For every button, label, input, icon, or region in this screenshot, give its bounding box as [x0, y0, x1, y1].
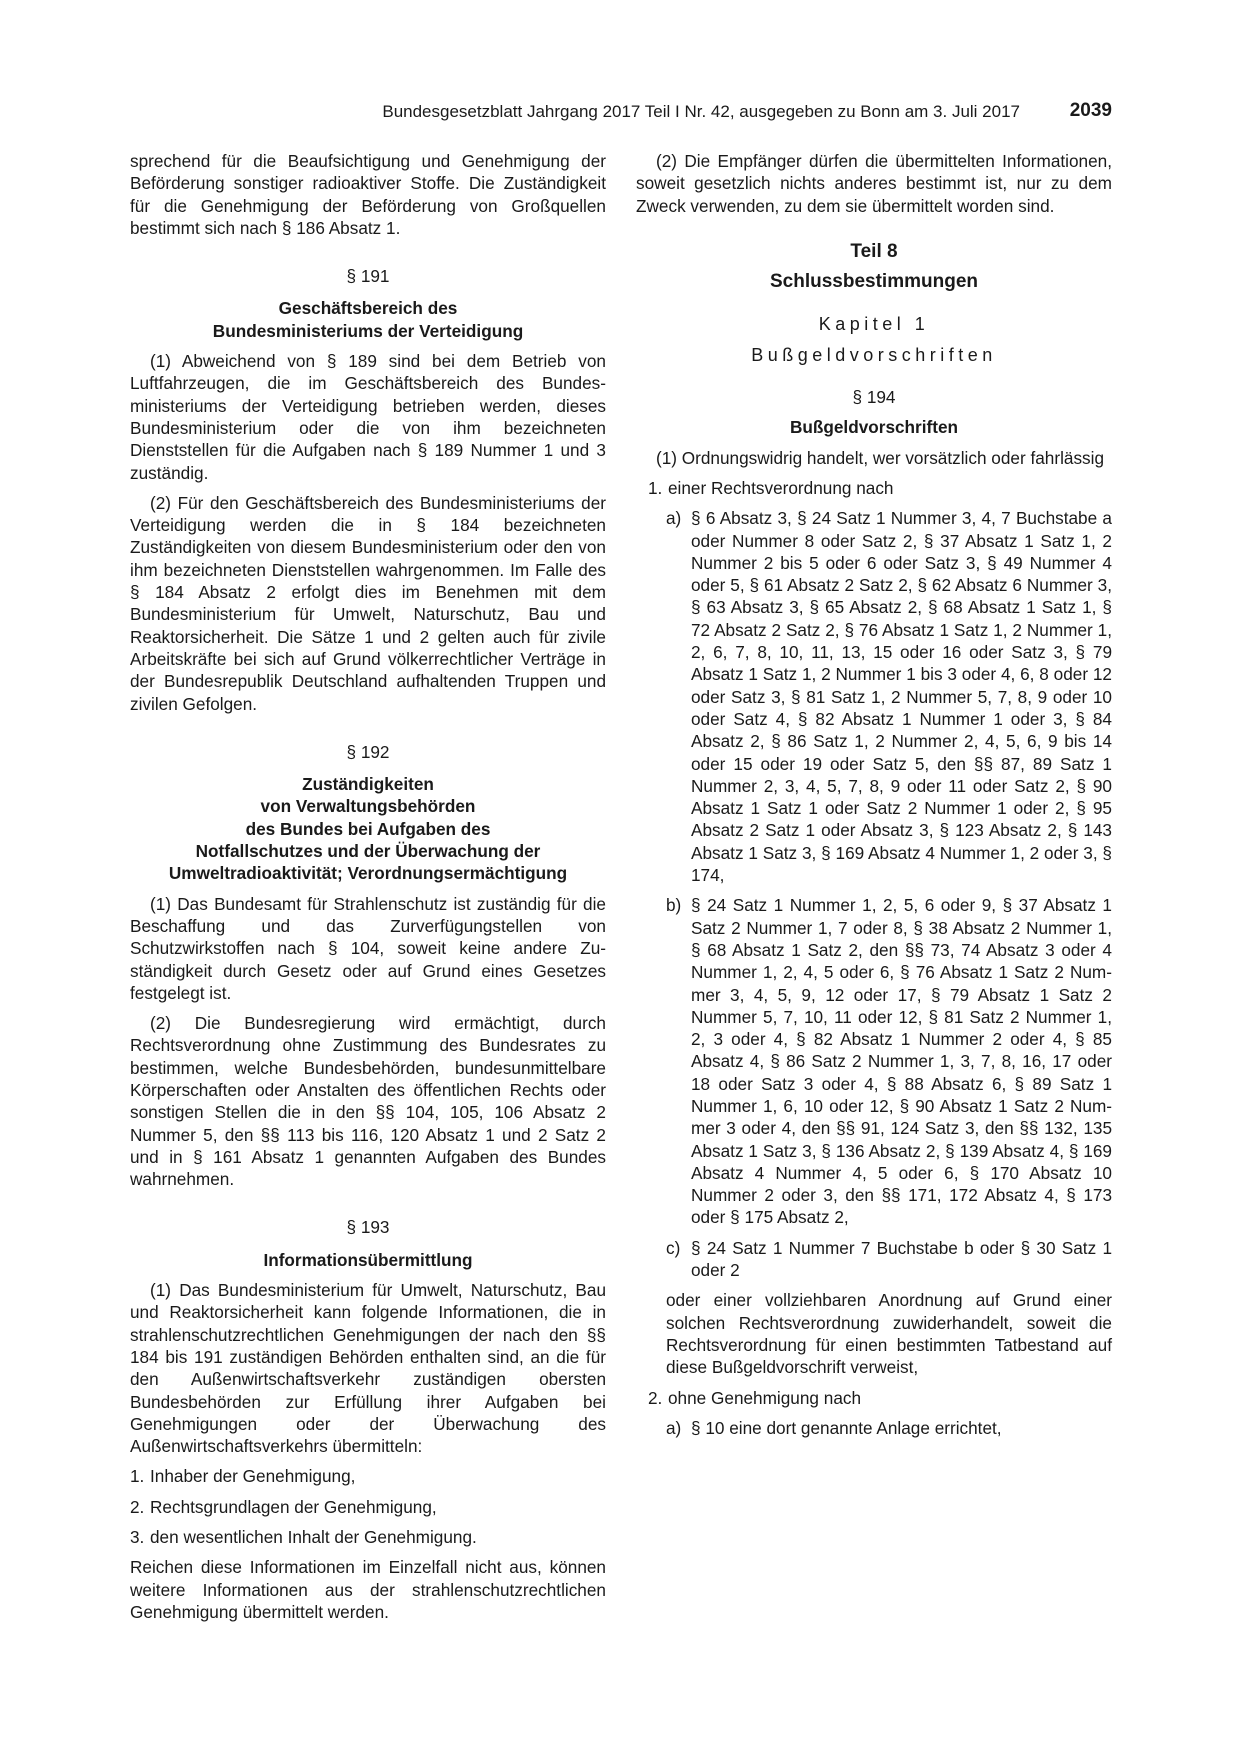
- part-heading: Teil 8: [850, 240, 898, 262]
- list-item-text: § 24 Satz 1 Nummer 7 Buchstabe b oder § 30 Satz 1 oder 2: [691, 1237, 1112, 1281]
- list-item-letter: b): [666, 895, 682, 916]
- section-191-paragraph-1: (1) Abweichend von § 189 sind bei dem Betrieb von Luftfahrzeugen, die im Geschäftsbereich des Bundesministeriums der Verteidigung betrieben werden, dieses Bundesministerium oder die von ihm bezeichneten Dienststellen für die Aufgaben nach § 189 Nummer 1 und 3 zuständig.: [130, 351, 606, 483]
- section-193-number: § 193: [346, 1217, 390, 1238]
- list-item-number: 2.: [648, 1387, 663, 1408]
- list-item-number: 1.: [130, 1466, 145, 1487]
- page-header: [130, 100, 1112, 126]
- list-item-text: ohne Genehmigung nach: [668, 1387, 862, 1408]
- list-item-letter: a): [666, 508, 682, 529]
- section-192-title-line-2: von Verwaltungsbehörden: [260, 796, 476, 817]
- section-193-closing-paragraph: Reichen diese Informationen im Einzelfall nicht aus, können weitere Informationen aus der strahlenschutzrechtlichen Genehmigung übermittelt werden.: [130, 1557, 606, 1622]
- page-number: 2039: [1069, 100, 1112, 121]
- list-item-text: den wesentlichen Inhalt der Genehmigung.: [150, 1527, 477, 1548]
- list-item-text: § 24 Satz 1 Nummer 1, 2, 5, 6 oder 9, § 37 Absatz 1 Satz 2 Nummer 1, 7 oder 8, § 38 Absatz 2 Nummer 1, § 68 Absatz 1 Satz 2, den §§ 73, 74 Absatz 3 oder 4 Nummer 1, 2, 4, 5 oder 6, § 76 Absatz 1 Satz 2 Nummer 3, 4, 5, 9, 12 oder 17, § 79 Absatz 1 Satz 2 Nummer 5, 7, 10, 11 oder 12, § 81 Satz 2 Nummer 1, 2, 3 oder 4, § 82 Absatz 1 Nummer 2 oder 4, § 85 Absatz 4, § 86 Satz 2 Nummer 1, 3, 7, 8, 16, 17 oder 18 oder Satz 3 oder 4, § 88 Absatz 6, § 89 Satz 1 Nummer 1, 6, 10 oder 12, § 90 Absatz 1 Satz 2 Nummer 3 oder 4, den §§ 91, 124 Satz 3, den §§ 132, 135 Absatz 1 Satz 3, § 136 Absatz 2, § 139 Absatz 4, § 169 Absatz 4 Nummer 4, 5 oder 6, § 170 Absatz 10 Nummer 2 oder 3, den §§ 171, 172 Absatz 4, § 173 oder § 175 Absatz 2,: [691, 895, 1112, 1228]
- list-item-letter: a): [666, 1417, 682, 1438]
- chapter-heading: Kapitel 1: [818, 314, 930, 335]
- section-194-paragraph-1: (1) Ordnungswidrig handelt, wer vorsätzlich oder fahrlässig: [656, 447, 1105, 468]
- list-item: [636, 894, 1112, 1228]
- list-item: [636, 507, 1112, 886]
- section-193-paragraph-1: (1) Das Bundesministerium für Umwelt, Naturschutz, Bau und Reaktorsicherheit kann folgende Informationen, die in strahlenschutzrechtlichen Genehmigungen der nach den §§ 184 bis 191 zuständigen Behörden enthalten sind, an die für den Außenwirtschaftsverkehr zuständigen obersten Bundesbehörden zur Erfüllung ihrer Aufgaben bei Genehmigungen oder der Überwachung des Außenwirtschaftsverkehrs übermitteln:: [130, 1280, 606, 1457]
- left-column: [130, 150, 606, 1623]
- list-item-number: 2.: [130, 1496, 145, 1517]
- section-191-title-line-1: Geschäftsbereich des: [278, 298, 458, 319]
- section-191-number: § 191: [346, 266, 390, 287]
- section-191-title-line-2: Bundesministeriums der Verteidigung: [212, 320, 524, 341]
- section-192-paragraph-1: (1) Das Bundesamt für Strahlenschutz ist zuständig für die Beschaffung und das Zurverfügungstellen von Schutzwirkstoffen nach § 104, soweit keine andere Zuständigkeit durch Gesetz oder auf Grund eines Gesetzes festgelegt ist.: [130, 893, 606, 1003]
- list-item: [636, 1417, 1112, 1439]
- list-item-text: einer Rechtsverordnung nach: [668, 477, 894, 498]
- list-item-number: 3.: [130, 1527, 145, 1548]
- list-item: [636, 477, 1112, 499]
- section-192-number: § 192: [346, 741, 390, 762]
- section-192-title-line-3: des Bundes bei Aufgaben des: [245, 818, 491, 839]
- list-item-text: Rechtsgrundlagen der Genehmigung,: [150, 1496, 437, 1517]
- section-192-paragraph-2: (2) Die Bundesregierung wird ermächtigt, durch Rechtsverordnung ohne Zustimmung des Bundesrates zu bestimmen, welche Bundesbehörden, bundesunmittelbare Körperschaften oder Anstalten des öffentlichen Rechts oder sonstigen Stellen die in den §§ 104, 105, 106 Absatz 2 Nummer 5, den §§ 113 bis 116, 120 Absatz 1 und 2 Satz 2 und in § 161 Absatz 1 genannten Aufgaben des Bundes wahrnehmen.: [130, 1013, 606, 1190]
- list-item: [130, 1526, 606, 1548]
- list-item: [636, 1387, 1112, 1409]
- list-item-number: 1.: [648, 477, 663, 498]
- list-item-text: § 10 eine dort genannte Anlage errichtet,: [691, 1417, 1002, 1438]
- section-194-title: Bußgeldvorschriften: [789, 417, 959, 438]
- list-item-text: § 6 Absatz 3, § 24 Satz 1 Nummer 3, 4, 7 Buchstabe a oder Nummer 8 oder Satz 2, § 37 Absatz 1 Satz 1, 2 Nummer 2 bis 5 oder 6 oder Satz 3, § 49 Nummer 4 oder 5, § 61 Absatz 2 Satz 2, § 62 Absatz 6 Nummer 3, § 63 Absatz 3, § 65 Absatz 2, § 68 Absatz 1 Satz 1, § 72 Absatz 2 Satz 2, § 76 Absatz 1 Satz 1, 2 Nummer 1, 2, 6, 7, 8, 10, 11, 13, 15 oder 16 oder Satz 3, § 79 Absatz 1 Satz 1, 2 Nummer 1 bis 3 oder 4, 6, 8 oder 12 oder Satz 3, § 81 Satz 1, 2 Nummer 5, 7, 8, 9 oder 10 oder Satz 4, § 82 Absatz 1 Nummer 1 oder 3, § 84 Absatz 2, § 86 Satz 1, 2 Nummer 2, 4, 5, 6, 9 bis 14 oder 15 oder 19 oder Satz 5, den §§ 87, 89 Satz 1 Nummer 2, 3, 4, 5, 7, 8, 9 oder 11 oder Satz 2, § 90 Absatz 1 Satz 1 oder Satz 2 Nummer 1 oder 2, § 95 Absatz 2 Satz 1 oder Absatz 3, § 123 Absatz 2, § 143 Absatz 1 Satz 3, § 169 Absatz 4 Nummer 1, 2 oder 3, § 174,: [691, 508, 1112, 886]
- list-item: [130, 1496, 606, 1518]
- section-192-title-line-4: Notfallschutzes und der Überwachung der: [195, 841, 541, 862]
- part-title: Schlussbestimmungen: [770, 271, 978, 293]
- section-193-title: Informationsübermittlung: [263, 1249, 473, 1270]
- section-193-paragraph-2: (2) Die Empfänger dürfen die übermittelten Informationen, soweit gesetzlich nichts anderes bestimmt ist, nur zu dem Zweck verwenden, zu dem sie übermittelt worden sind.: [636, 151, 1112, 216]
- section-192-title-line-5: Umweltradioaktivität; Verordnungsermächtigung: [168, 863, 568, 884]
- list-continuation-text: oder einer vollziehbaren Anordnung auf Grund einer solchen Rechtsverordnung zuwiderhandelt, soweit die Rechtsverordnung für einen bestimmten Tatbestand auf diese Bußgeldvorschrift verweist,: [666, 1290, 1112, 1378]
- chapter-title: Bußgeldvorschriften: [751, 344, 997, 365]
- list-item-text: Inhaber der Genehmigung,: [150, 1466, 356, 1487]
- list-item: [130, 1465, 606, 1487]
- section-191-paragraph-2: (2) Für den Geschäftsbereich des Bundesministeriums der Verteidigung werden die in § 184 bezeichneten Zuständigkeiten von diesem Bundesministerium oder den von ihm bezeichneten Dienststellen wahrgenommen. Im Falle des § 184 Absatz 2 erfolgt dies im Benehmen mit dem Bundesministerium für Umwelt, Naturschutz, Bau und Reaktorsicherheit. Die Sätze 1 und 2 gelten auch für zivile Arbeitskräfte bei sich auf Grund völkerrechtlicher Verträge in der Bundesrepublik Deutschland aufhaltenden Truppen und zivilen Gefolgen.: [130, 492, 606, 714]
- header-title: Bundesgesetzblatt Jahrgang 2017 Teil I Nr. 42, ausgegeben zu Bonn am 3. Juli 2017: [382, 102, 1020, 121]
- section-194-number: § 194: [852, 387, 896, 408]
- list-item-letter: c): [666, 1237, 681, 1258]
- right-column: [636, 150, 1112, 1439]
- intro-paragraph: sprechend für die Beaufsichtigung und Genehmigung der Beförderung sonstiger radioaktiver Stoffe. Die Zuständigkeit für die Genehmigung der Beförderung von Großquellen bestimmt sich nach § 186 Absatz 1.: [130, 151, 606, 238]
- section-192-title-line-1: Zuständigkeiten: [302, 774, 434, 795]
- list-item: [636, 1237, 1112, 1282]
